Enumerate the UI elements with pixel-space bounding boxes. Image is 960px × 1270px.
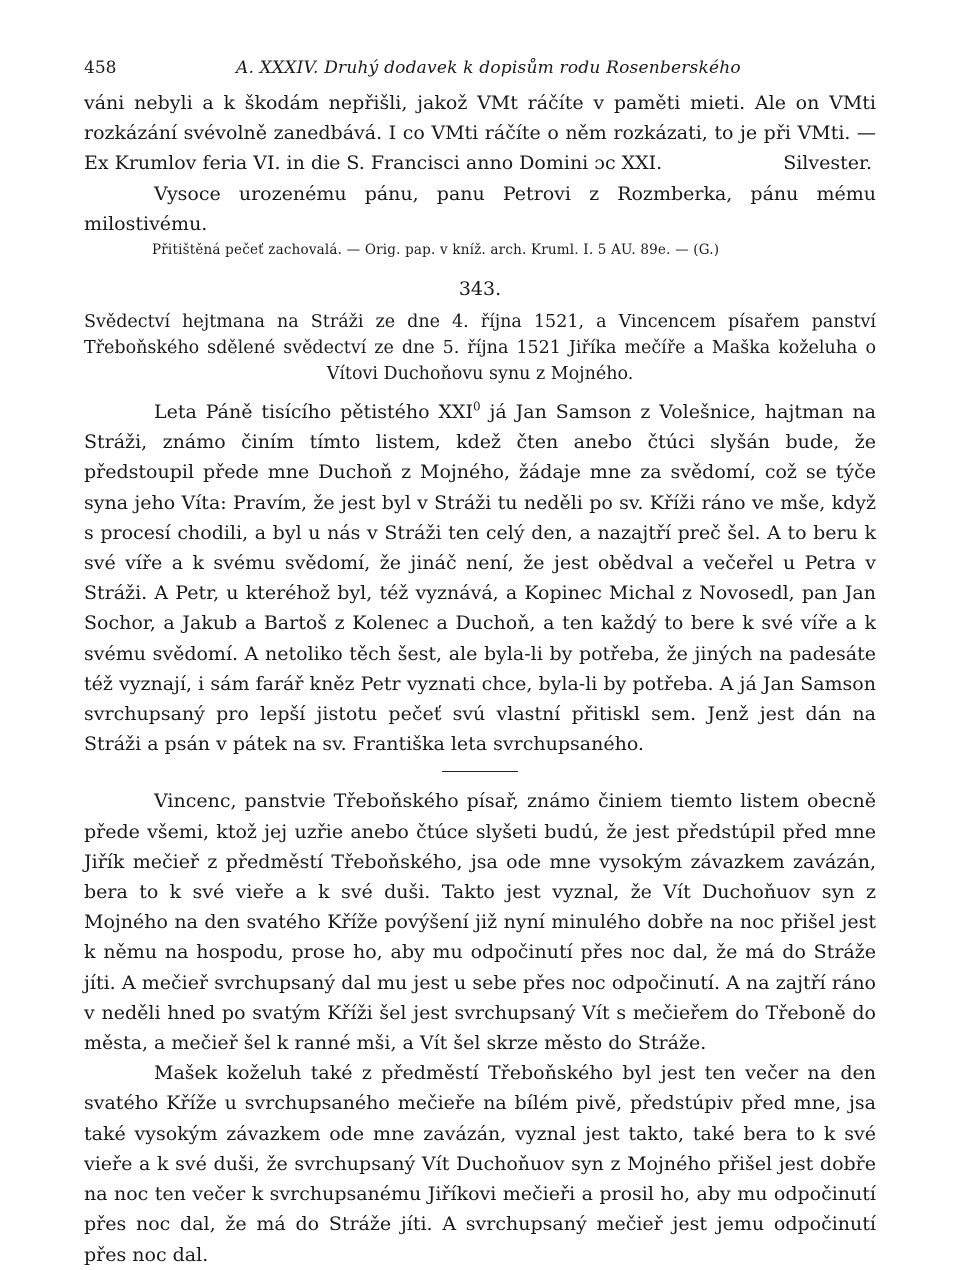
document-body [84,397,876,1270]
document-heading: Svědectví hejtmana na Stráži ze dne 4. října 1521, a Vincencem písařem panství Třeboňského sdělené svědectví ze dne 5. října 1521 Jiříka mečíře a Maška koželuha o Vítovi Duchoňovu synu z Mojného. [84,312,876,385]
running-header [84,58,876,88]
paragraph-1-rest: já Jan Samson z Volešnice, hajtman na Stráži, známo činím tímto listem, kdež čten anebo čtúci slyšán bude, že předstoupil přede mne Duchoň z Mojného, žádaje mne za svědomí, což se týče syna jeho Víta: Pravím, že jest byl v Stráži tu neděli po sv. Kříži ráno ve mše, když s procesí chodili, a byl u nás v Stráži ten celý den, a nazajtří preč šel. A to beru k své víře a k svému svědomí, že jináč není, že jest obědval a večeřel u Petra v Stráži. A Petr, u kteréhož byl, též vyznává, a Kopinec Michal z Novosedl, pan Jan Sochor, a Jakub a Bartoš z Kolenec a Duchoň, a ten každý to bere k své víře a k svému svědomí. A netoliko těch šest, ale byla-li by potřeba, že jiných na padesáte též vyznají, i sám farář kněz Petr vyznati chce, byla-li by potřeba. A já Jan Samson svrchupsaný pro lepší jistotu pečeť svú vlastní přitiskl sem. Jenž jest dán na Stráži a psán v pátek na sv. Františka leta svrchupsaného. [84,401,876,756]
letter-signature: Silvester. [783,152,872,175]
section-separator [442,771,518,772]
previous-letter-ending [84,88,876,261]
paragraph-3: Mašek koželuh také z předměstí Třeboňského byl jest ten večer na den svatého Kříže u svrchupsaného mečieře na bílém pivě, předstúpiv před mne, jsa také vysokým závazkem ode mne zavázán, vyznal jest takto, také bera to k své vieře a k své duši, že svrchupsaný Vít Duchoňuov syn z Mojného přišel jest dobře na noc ten večer k svrchupsanému Jiříkovi mečieři a prosil ho, aby mu odpočinutí přes noc dal, že má do Stráže jíti. A svrchupsaný mečieř jest jemu odpočinutí přes noc dal. [84,1062,876,1266]
document-page [84,58,876,1270]
paragraph-1-start: Leta Páně tisícího pětistého XXI [154,401,474,424]
archive-note: Přitištěná pečeť zachovalá. — Orig. pap. v kníž. arch. Kruml. I. 5 AU. 89e. — (G.) [152,242,720,259]
page-number: 458 [84,58,117,78]
paragraph-2: Vincenc, panstvie Třeboňského písař, známo činiem tiemto listem obecně přede všemi, ktož jej uzřie anebo čtúce slyšeti budú, že jest předstúpil před mne Jiřík mečieř z předměstí Třeboňského, jsa ode mne vysokým závazkem zavázán, bera to k své vieře a k své duši. Takto jest vyznal, že Vít Duchoňuov syn z Mojného na den svatého Kříže povýšení již nyní minulého dobře na noc přišel jest k němu na hospodu, prose ho, aby mu odpočinutí přes noc dal, že má do Stráže jíti. A mečieř svrchupsaný dal mu jest u sebe přes noc odpočinutí. A na zajtří ráno v neděli hned po svatým Kříži šel jest svrchupsaný Vít s mečieřem do Třeboně do města, a mečieř šel k ranné mši, a Vít šel skrze město do Stráže. [84,790,876,1055]
letter-address: Vysoce urozenému pánu, panu Petrovi z Rozmberka, pánu mému milostivému. [84,182,876,235]
letter-closing-body: váni nebyli a k škodám nepřišli, jakož VMt ráčíte v paměti mieti. Ale on VMti rozkázání svévolně zanedbává. I co VMti ráčíte o něm rozkázati, to je při VMti. — Ex Krumlov feria VI. in die S. Francisci anno Domini ɔc XXI. [84,92,876,175]
superscript-zero: 0 [473,399,481,414]
letter-closing-text [84,88,876,179]
document-number: 343. [458,278,502,301]
paragraph-1 [84,397,876,759]
running-title: A. XXXIV. Druhý dodavek k dopisům rodu Rosenberského [236,58,741,78]
